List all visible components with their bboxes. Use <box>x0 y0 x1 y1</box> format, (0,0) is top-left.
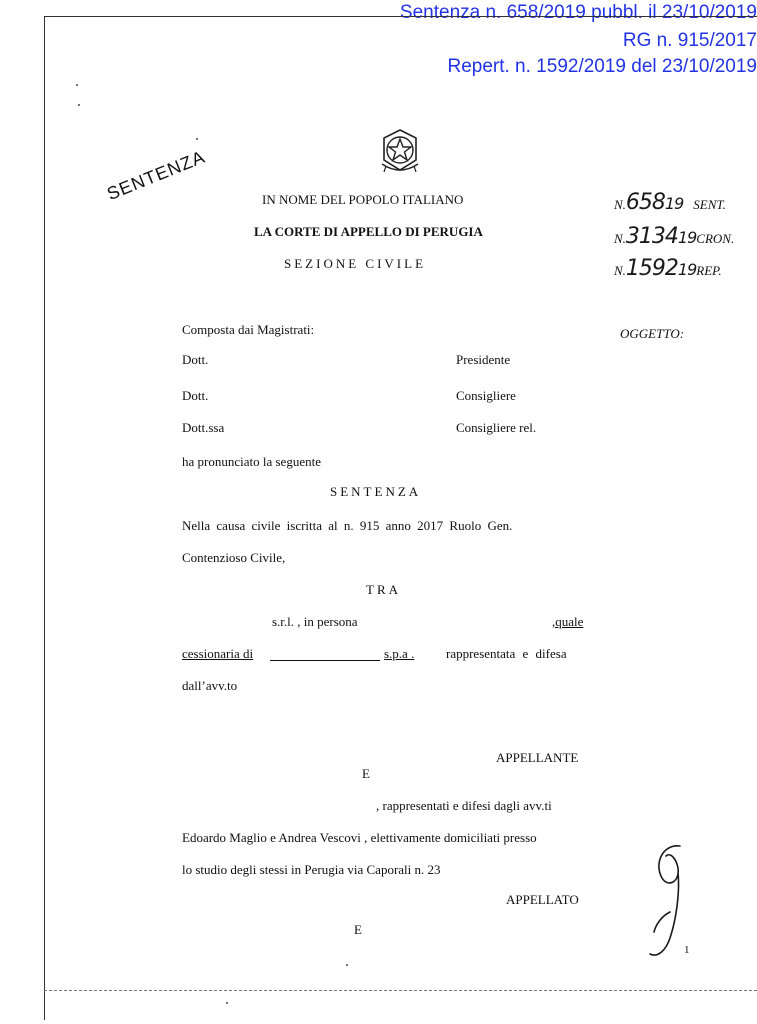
party-1-spa: s.p.a . <box>384 646 415 661</box>
scan-border-bottom <box>44 990 757 991</box>
scan-border-top <box>44 16 757 17</box>
heading-sezione: SEZIONE CIVILE <box>284 256 427 271</box>
scan-speck <box>226 1002 228 1004</box>
margin-rep-number: 1592 <box>625 256 678 281</box>
composta-label: Composta dai Magistrati: <box>182 322 315 337</box>
e-separator-1: E <box>362 766 370 781</box>
margin-oggetto: OGGETTO: <box>620 326 685 341</box>
scan-border-left <box>44 16 45 1020</box>
party-1-avvocato: dall’avv.to <box>182 678 238 693</box>
margin-rep-year: 19 <box>677 260 697 279</box>
heading-corte: LA CORTE DI APPELLO DI PERUGIA <box>254 224 483 239</box>
causa-line-1: Nella causa civile iscritta al n. 915 anno 2017 Ruolo Gen. <box>182 518 513 533</box>
scan-speck <box>196 138 198 140</box>
margin-cron <box>614 224 734 249</box>
party-2-line-b: Edoardo Maglio e Andrea Vescovi , elettivamente domiciliati presso <box>182 830 537 845</box>
header-rg-line: RG n. 915/2017 <box>622 30 757 51</box>
margin-cron-number: 3134 <box>625 224 678 249</box>
magistrate-1-role: Presidente <box>456 352 511 367</box>
margin-rep-prefix: N. <box>614 263 626 278</box>
margin-sent-year: 19 <box>664 194 684 213</box>
heading-popolo: IN NOME DEL POPOLO ITALIANO <box>262 192 464 207</box>
magistrate-3-role: Consigliere rel. <box>456 420 537 435</box>
party-1-line-b: ,quale <box>552 614 584 629</box>
pronunciato-text: ha pronunciato la seguente <box>182 454 321 469</box>
magistrate-2-role: Consigliere <box>456 388 516 403</box>
header-sentenza-line: Sentenza n. 658/2019 pubbl. il 23/10/2019 <box>399 2 757 23</box>
margin-sent-prefix: N. <box>614 197 626 212</box>
scan-speck <box>346 964 348 966</box>
republic-emblem-icon <box>376 126 424 176</box>
party-2-line-a: , rappresentati e difesi dagli avv.ti <box>376 798 552 813</box>
magistrate-2-title: Dott. <box>182 388 209 403</box>
appellato-label: APPELLATO <box>506 892 579 907</box>
magistrate-1-title: Dott. <box>182 352 209 367</box>
margin-rep <box>614 256 722 281</box>
magistrate-3-title: Dott.ssa <box>182 420 225 435</box>
margin-rep-suffix: REP. <box>696 263 722 278</box>
party-1-line-a: s.r.l. , in persona <box>272 614 358 629</box>
margin-cron-prefix: N. <box>614 231 626 246</box>
tra-label: TRA <box>366 582 401 597</box>
party-2-line-c: lo studio degli stessi in Perugia via Caporali n. 23 <box>182 862 441 877</box>
party-1-cessionaria: cessionaria di <box>182 646 254 661</box>
e-separator-2: E <box>354 922 362 937</box>
causa-line-2: Contenzioso Civile, <box>182 550 286 565</box>
party-1-underline-gap <box>270 660 380 661</box>
sentenza-stamp: SENTENZA <box>104 146 209 205</box>
appellante-label: APPELLANTE <box>496 750 579 765</box>
margin-cron-year: 19 <box>677 228 697 247</box>
party-1-rappresentata: rappresentata e difesa <box>446 646 567 661</box>
sentenza-title: SENTENZA <box>330 484 422 499</box>
margin-sent-number: 658 <box>625 190 665 215</box>
scan-speck <box>78 104 80 106</box>
margin-sent-suffix: SENT. <box>693 197 726 212</box>
margin-sent <box>614 190 726 215</box>
page-number: 1 <box>684 944 690 956</box>
scan-speck <box>76 84 78 86</box>
header-repert-line: Repert. n. 1592/2019 del 23/10/2019 <box>447 56 757 77</box>
margin-cron-suffix: CRON. <box>696 231 735 246</box>
